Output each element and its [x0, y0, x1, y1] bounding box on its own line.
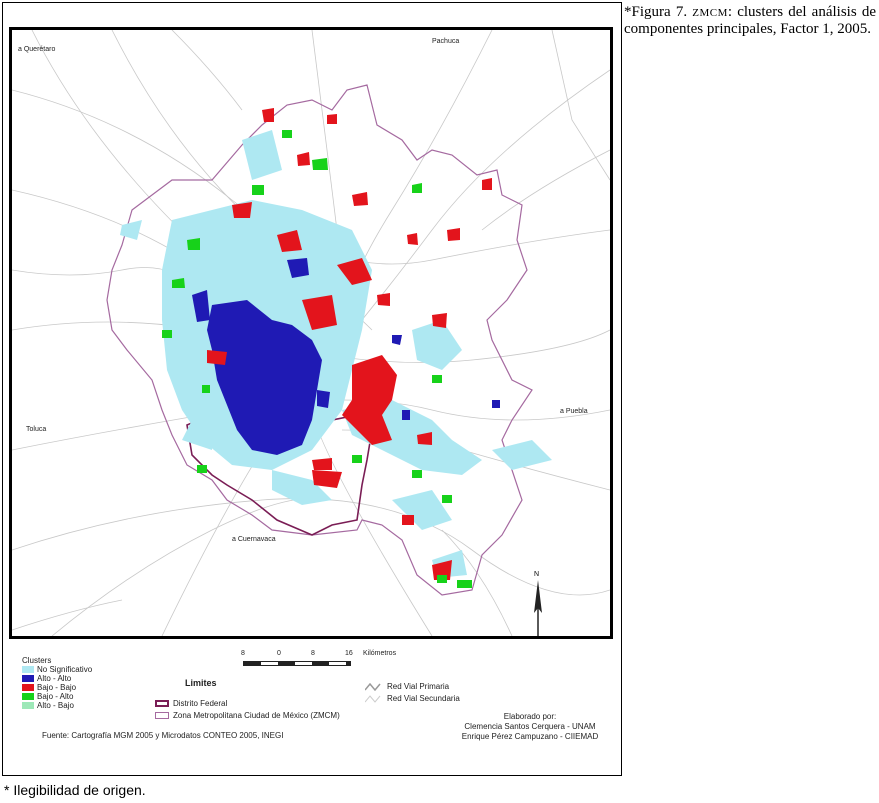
caption-acronym: ZMCM	[692, 7, 728, 19]
caption-prefix: *Figura 7.	[624, 4, 693, 20]
credits-author-2: Enrique Pérez Campuzano - CIIEMAD	[461, 732, 599, 741]
legend-label: No Significativo	[37, 665, 93, 674]
north-arrow-icon	[528, 568, 548, 638]
legend-red-secundaria	[365, 694, 460, 703]
scale-tick: 0	[277, 650, 281, 657]
swatch-alto-alto	[22, 675, 34, 682]
legend-label: Bajo - Alto	[37, 692, 74, 701]
legend-label: Bajo - Bajo	[37, 683, 77, 692]
clusters-legend	[22, 656, 92, 710]
legend-label: Alto - Alto	[37, 674, 72, 683]
limit-distrito-federal	[155, 699, 227, 708]
limit-label: Distrito Federal	[173, 699, 228, 708]
footnote: * Ilegibilidad de origen.	[4, 782, 146, 798]
swatch-distrito-federal	[155, 700, 169, 707]
credits-heading: Elaborado por:	[503, 712, 557, 721]
credits-author-1: Clemencia Santos Cerquera - UNAM	[464, 722, 596, 731]
cluster-no-significativo	[120, 130, 552, 578]
swatch-zmcm	[155, 712, 169, 719]
limit-label: Zona Metropolitana Ciudad de México (ZMCM)	[173, 711, 340, 720]
scale-tick: 8	[241, 650, 245, 657]
road-secundaria-label: Red Vial Secundaria	[387, 694, 460, 703]
limit-zmcm	[155, 711, 340, 720]
scale-bar	[241, 650, 401, 670]
north-label: N	[534, 571, 540, 578]
legend-item	[22, 692, 92, 701]
legend-item	[22, 674, 92, 683]
swatch-bajo-alto	[22, 693, 34, 700]
legend-red-primaria	[365, 682, 449, 691]
label-pachuca: Pachuca	[432, 38, 460, 45]
road-primaria-label: Red Vial Primaria	[387, 682, 450, 691]
label-puebla: a Puebla	[560, 408, 588, 415]
legend-label: Alto - Bajo	[37, 701, 74, 710]
label-toluca: Toluca	[26, 426, 47, 433]
legend-item	[22, 665, 92, 674]
credits	[440, 712, 620, 742]
scale-unit: Kilómetros	[363, 650, 397, 657]
limites-title: Limites	[185, 678, 217, 688]
figure-caption	[624, 4, 876, 37]
legend-title: Clusters	[22, 656, 52, 665]
scale-tick: 16	[345, 650, 353, 657]
scale-tick: 8	[311, 650, 315, 657]
swatch-alto-bajo	[22, 702, 34, 709]
caption-text: : clusters del análisis de componentes principales, Factor 1, 2005.	[624, 4, 876, 37]
map-canvas	[12, 30, 610, 636]
label-queretaro: a Querétaro	[18, 46, 56, 53]
label-cuernavaca: a Cuernavaca	[232, 536, 276, 543]
source-note: Fuente: Cartografía MGM 2005 y Microdatos CONTEO 2005, INEGI	[42, 731, 284, 740]
legend-item	[22, 701, 92, 710]
swatch-bajo-bajo	[22, 684, 34, 691]
legend-item	[22, 683, 92, 692]
map-panel	[9, 27, 613, 639]
swatch-no-significativo	[22, 666, 34, 673]
